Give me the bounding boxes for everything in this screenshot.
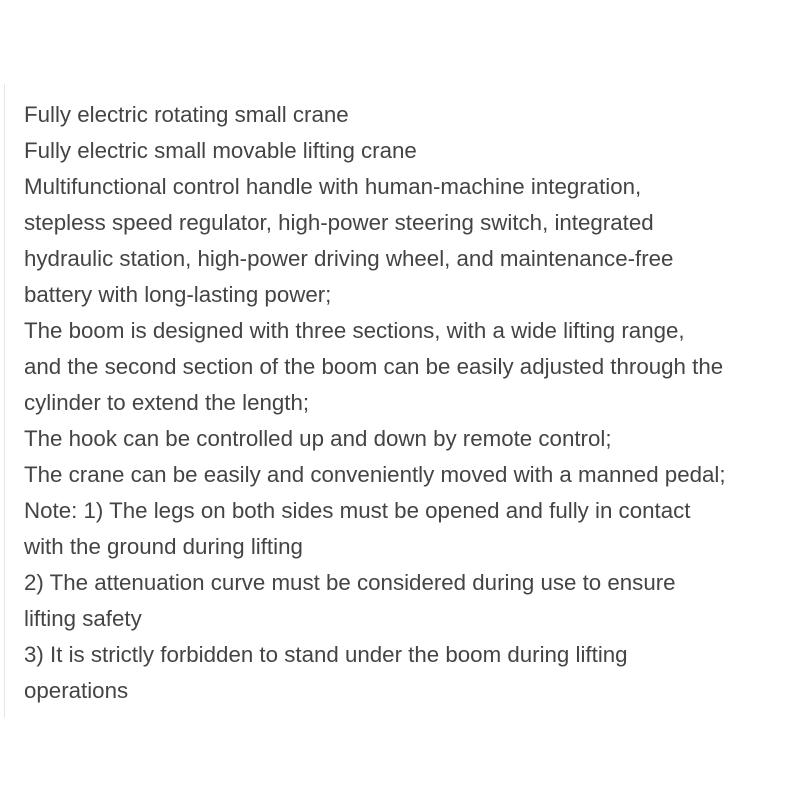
text-line: operations — [24, 678, 129, 703]
left-border-rule — [4, 84, 5, 718]
text-line: and the second section of the boom can be easily adjusted through the — [24, 354, 724, 379]
text-line: The boom is designed with three sections, with a wide lifting range, — [24, 318, 685, 343]
text-line: Fully electric small movable lifting crane — [24, 138, 417, 163]
text-line: Fully electric rotating small crane — [24, 102, 349, 127]
product-description — [24, 97, 784, 709]
text-line: The hook can be controlled up and down by remote control; — [24, 426, 612, 451]
text-line: 2) The attenuation curve must be considered during use to ensure — [24, 570, 676, 595]
text-line: lifting safety — [24, 606, 142, 631]
text-line: stepless speed regulator, high-power steering switch, integrated — [24, 210, 654, 235]
text-line: Note: 1) The legs on both sides must be opened and fully in contact — [24, 498, 691, 523]
text-line: battery with long-lasting power; — [24, 282, 332, 307]
text-line: 3) It is strictly forbidden to stand under the boom during lifting — [24, 642, 628, 667]
text-line: The crane can be easily and conveniently moved with a manned pedal; — [24, 462, 726, 487]
text-line: Multifunctional control handle with human-machine integration, — [24, 174, 642, 199]
text-line: with the ground during lifting — [24, 534, 303, 559]
text-line: cylinder to extend the length; — [24, 390, 310, 415]
text-line: hydraulic station, high-power driving wheel, and maintenance-free — [24, 246, 674, 271]
